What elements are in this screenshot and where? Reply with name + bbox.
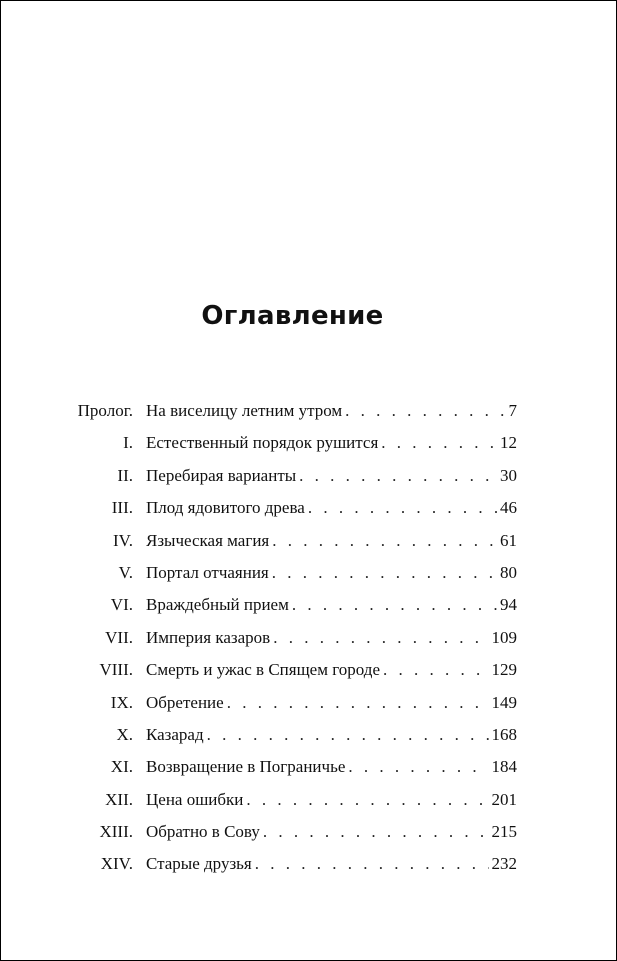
dot-leader (263, 820, 489, 844)
dot-leader (292, 593, 497, 617)
toc-entry (67, 852, 517, 884)
toc-entry (67, 626, 517, 658)
chapter-title: Казарад (146, 724, 204, 744)
chapter-title: Возвращение в Пограничье (146, 757, 346, 777)
dot-leader (272, 561, 497, 585)
dot-leader (272, 529, 497, 553)
page-number: 168 (491, 724, 517, 744)
chapter-number: XI. (110, 757, 133, 777)
page-number: 109 (491, 627, 517, 647)
toc-entry (67, 593, 517, 625)
toc-entry (67, 691, 517, 723)
toc-entry (67, 561, 517, 593)
chapter-number: II. (117, 465, 133, 485)
toc-entry (67, 723, 517, 755)
table-of-contents (67, 399, 517, 885)
page-number: 61 (500, 530, 517, 550)
page-number: 94 (500, 595, 517, 615)
chapter-number: III. (111, 498, 133, 518)
toc-entry (67, 788, 517, 820)
chapter-number: XIV. (100, 854, 133, 874)
toc-entry (67, 464, 517, 496)
dot-leader (345, 399, 505, 423)
dot-leader (207, 723, 489, 747)
chapter-title: Портал отчаяния (146, 562, 269, 582)
dot-leader (381, 431, 497, 455)
page-number: 201 (491, 789, 517, 809)
dot-leader (308, 496, 497, 520)
page-title: Оглавление (201, 301, 384, 331)
dot-leader (227, 691, 489, 715)
page-number: 46 (500, 498, 517, 518)
page-number: 232 (491, 854, 517, 874)
chapter-title: Смерть и ужас в Спящем городе (146, 660, 380, 680)
chapter-title: Империя казаров (146, 627, 271, 647)
dot-leader (273, 626, 488, 650)
toc-entry (67, 399, 517, 431)
page-number: 129 (491, 660, 517, 680)
chapter-title: Враждебный прием (146, 595, 289, 615)
dot-leader (255, 852, 489, 876)
page-number: 215 (491, 822, 517, 842)
chapter-title: Перебирая варианты (146, 465, 297, 485)
dot-leader (383, 658, 489, 682)
chapter-title: Плод ядовитого древа (146, 498, 305, 518)
toc-entry (67, 820, 517, 852)
chapter-title: Старые друзья (146, 854, 252, 874)
chapter-number: Пролог. (77, 401, 133, 420)
chapter-number: IX. (110, 692, 133, 712)
chapter-number: X. (116, 724, 133, 744)
page-number: 149 (491, 692, 517, 712)
chapter-number: VII. (105, 627, 133, 647)
toc-entry (67, 431, 517, 463)
toc-entry (67, 755, 517, 787)
dot-leader (246, 788, 488, 812)
chapter-title: Языческая магия (146, 530, 270, 550)
chapter-number: IV. (113, 530, 133, 550)
chapter-number: XII. (105, 789, 133, 809)
page-number: 30 (500, 465, 517, 485)
dot-leader (348, 755, 488, 779)
chapter-title: Естественный порядок рушится (146, 433, 379, 453)
chapter-number: VIII. (99, 660, 133, 680)
page-number: 12 (500, 433, 517, 453)
chapter-title: На виселицу летним утром (146, 401, 343, 420)
chapter-number: VI. (110, 595, 133, 615)
page-number: 80 (500, 562, 517, 582)
chapter-number: I. (123, 433, 133, 453)
chapter-title: Обратно в Сову (146, 822, 260, 842)
page-number: 7 (508, 401, 517, 420)
toc-entry (67, 496, 517, 528)
chapter-title: Цена ошибки (146, 789, 244, 809)
toc-entry (67, 529, 517, 561)
toc-entry (67, 658, 517, 690)
page-number: 184 (491, 757, 517, 777)
chapter-number: V. (118, 562, 133, 582)
chapter-number: XIII. (99, 822, 133, 842)
dot-leader (299, 464, 497, 488)
chapter-title: Обретение (146, 692, 224, 712)
